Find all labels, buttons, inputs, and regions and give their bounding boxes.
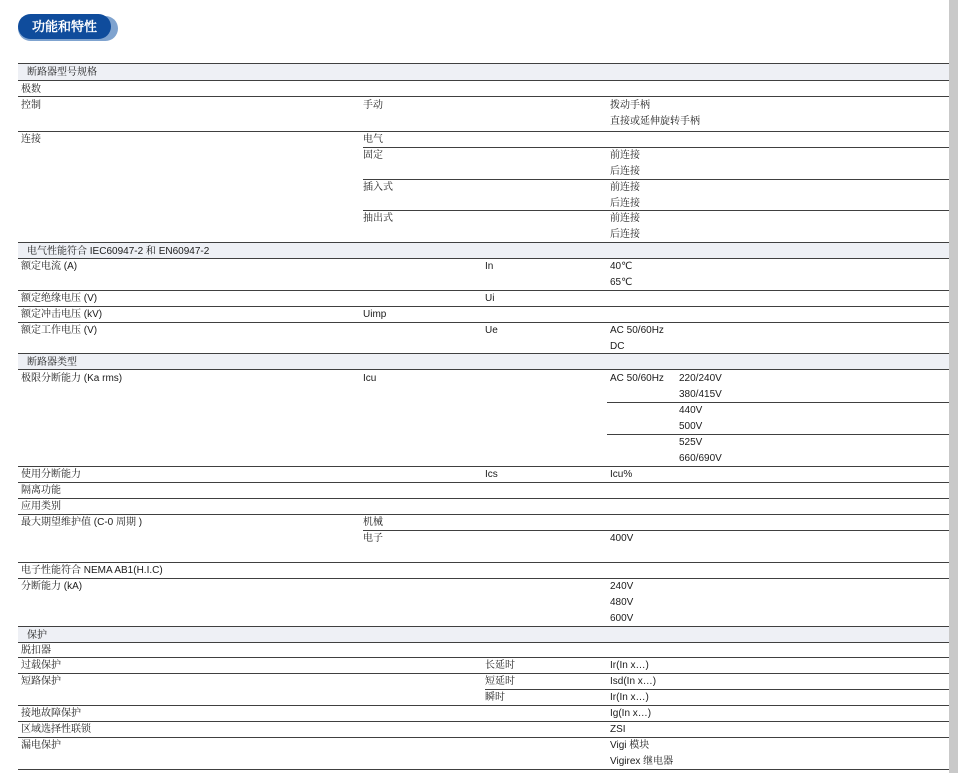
row-symbol: Uimp <box>363 309 387 320</box>
divider <box>18 514 949 515</box>
row-voltage: 380/415V <box>679 389 722 400</box>
row-voltage: 220/240V <box>679 373 722 384</box>
divider <box>18 96 949 97</box>
row-label: 区域选择性联锁 <box>21 724 91 735</box>
row-value: DC <box>610 341 625 352</box>
row-value: Vigi 模块 <box>610 740 650 751</box>
row-value: Icu% <box>610 469 633 480</box>
row-label: 过载保护 <box>21 660 61 671</box>
row-sub: 固定 <box>363 150 383 161</box>
row-value: 前连接 <box>610 213 640 224</box>
divider <box>18 721 949 722</box>
row-sub: 机械 <box>363 517 383 528</box>
section-header <box>18 242 949 259</box>
row-sub: 瞬时 <box>485 692 505 703</box>
row-value: AC 50/60Hz <box>610 325 664 336</box>
row-sub: 抽出式 <box>363 213 393 224</box>
row-sub: 电气 <box>363 134 383 145</box>
divider <box>18 322 949 323</box>
row-value: AC 50/60Hz <box>610 373 664 384</box>
row-value: 400V <box>610 533 634 544</box>
divider <box>18 80 949 81</box>
row-label: 脱扣器 <box>21 645 51 656</box>
row-value: 后连接 <box>610 198 640 209</box>
section-title-badge: 功能和特性 <box>18 14 111 39</box>
divider <box>18 562 949 563</box>
divider <box>18 290 949 291</box>
row-sub: 长延时 <box>485 660 515 671</box>
row-sub: 插入式 <box>363 182 393 193</box>
row-label: 接地故障保护 <box>21 708 81 719</box>
divider <box>18 258 949 259</box>
row-label: 额定工作电压 (V) <box>21 325 98 336</box>
row-value: ZSI <box>610 724 626 735</box>
row-value: 直接或延伸旋转手柄 <box>610 116 700 127</box>
divider <box>18 657 949 658</box>
row-label: 额定电流 (A) <box>21 261 78 272</box>
row-voltage: 500V <box>679 421 703 432</box>
row-label: 极数 <box>21 84 41 95</box>
section-header <box>18 626 949 643</box>
row-symbol: Icu <box>363 373 377 384</box>
divider <box>18 705 949 706</box>
row-value: 600V <box>610 613 634 624</box>
row-label: 连接 <box>21 134 41 145</box>
row-symbol: Ue <box>485 325 498 336</box>
row-voltage: 525V <box>679 437 703 448</box>
divider <box>363 179 949 180</box>
row-value: 拨动手柄 <box>610 100 650 111</box>
row-value: Ig(In x…) <box>610 708 652 719</box>
section-label: 电气性能符合 IEC60947-2 和 EN60947-2 <box>27 246 210 257</box>
section-header <box>18 353 949 370</box>
row-label: 额定绝缘电压 (V) <box>21 293 98 304</box>
section-label: 断路器型号规格 <box>27 67 97 78</box>
row-value: Vigirex 继电器 <box>610 756 674 767</box>
row-label: 最大期望维护值 (C-0 周期 ) <box>21 517 143 528</box>
divider <box>18 673 949 674</box>
row-voltage: 440V <box>679 405 703 416</box>
row-label: 应用类别 <box>21 501 61 512</box>
row-value: 前连接 <box>610 150 640 161</box>
row-voltage: 660/690V <box>679 453 722 464</box>
row-label: 使用分断能力 <box>21 469 81 480</box>
divider <box>363 147 949 148</box>
row-value: 后连接 <box>610 166 640 177</box>
row-value: Isd(In x…) <box>610 676 657 687</box>
section-header <box>18 63 949 80</box>
divider <box>18 466 949 467</box>
row-value: 240V <box>610 581 634 592</box>
row-label: 额定冲击电压 (kV) <box>21 309 103 320</box>
divider <box>607 402 949 403</box>
section-label: 电子性能符合 NEMA AB1(H.I.C) <box>21 565 163 576</box>
scrollbar[interactable] <box>949 0 958 773</box>
row-value: Ir(In x…) <box>610 692 649 703</box>
row-label: 极限分断能力 (Ka rms) <box>21 373 123 384</box>
row-symbol: Ics <box>485 469 498 480</box>
divider <box>18 131 949 132</box>
divider <box>485 689 949 690</box>
row-sub: 电子 <box>363 533 383 544</box>
row-value: 40℃ <box>610 261 633 272</box>
divider <box>18 306 949 307</box>
divider <box>18 642 949 643</box>
divider <box>363 210 949 211</box>
row-symbol: In <box>485 261 494 272</box>
section-label: 保护 <box>27 630 47 641</box>
divider <box>18 498 949 499</box>
row-value: 65℃ <box>610 277 633 288</box>
section-label: 断路器类型 <box>27 357 77 368</box>
divider <box>18 737 949 738</box>
row-value: 480V <box>610 597 634 608</box>
row-label: 短路保护 <box>21 676 61 687</box>
row-value: Ir(In x…) <box>610 660 649 671</box>
divider <box>18 369 949 370</box>
row-label: 控制 <box>21 100 41 111</box>
row-value: 前连接 <box>610 182 640 193</box>
divider <box>607 434 949 435</box>
row-value: 后连接 <box>610 229 640 240</box>
divider <box>18 578 949 579</box>
row-label: 隔离功能 <box>21 485 61 496</box>
divider <box>363 530 949 531</box>
row-label: 漏电保护 <box>21 740 61 751</box>
divider <box>18 482 949 483</box>
row-label: 分断能力 (kA) <box>21 581 83 592</box>
divider <box>18 769 949 770</box>
row-sub: 手动 <box>363 100 383 111</box>
row-sub: 短延时 <box>485 676 515 687</box>
row-symbol: Ui <box>485 293 495 304</box>
